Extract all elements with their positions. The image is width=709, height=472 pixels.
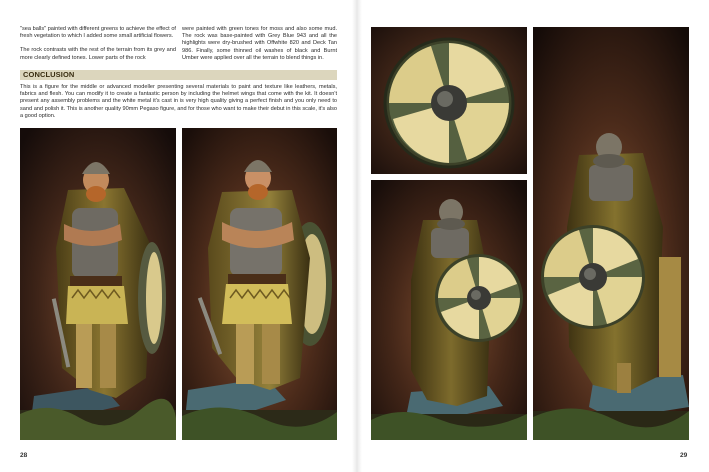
- text-column-2: [182, 26, 337, 69]
- paragraph-conclusion: This is a figure for the middle or advanced modeller presenting several materials to paint and texture like leathers, metals, fabrics and flesh. You can modify it to create a fantastic person by including the helmet wings that come with the kit. It doesn't present any assembly problems and the white metal it's cast in is very high quality giving a perfect finish and you only need to sand and polish it. This is another quality 90mm Pegaso figure, and for those who want to make their debut in this scale, it's also a good option.: [20, 84, 337, 119]
- photo-figure-back-side: [533, 27, 689, 440]
- paragraph-rock-painting: were painted with green tones for moss and also some mud. The rock was base-painted with Grey Blue 943 and all the highlights were dry-brushed with Offwhite 820 and Deck Tan 986. Finally, some thinned oil washes of black and Burnt Umber were applied over all the terrain to blend things in.: [182, 26, 337, 61]
- photo-figure-back: [371, 180, 527, 440]
- text-column-1: [20, 26, 176, 69]
- photo-figure-front-left: [20, 128, 176, 440]
- photo-figure-front-right: [182, 128, 337, 440]
- page-gutter: [352, 0, 362, 472]
- paragraph-sea-balls: "sea balls" painted with different greens to achieve the effect of fresh vegetation to which I added some small artificial flowers.: [20, 26, 176, 40]
- page-number-right: 29: [680, 452, 688, 459]
- page-number-left: 28: [20, 452, 28, 459]
- photo-shield-closeup: [371, 27, 527, 174]
- conclusion-text: [20, 84, 337, 127]
- section-heading-bar: [20, 70, 337, 80]
- paragraph-rock: The rock contrasts with the rest of the terrain from its grey and more clearly defined tones. Lower parts of the rock: [20, 47, 176, 61]
- section-heading: CONCLUSION: [23, 70, 75, 79]
